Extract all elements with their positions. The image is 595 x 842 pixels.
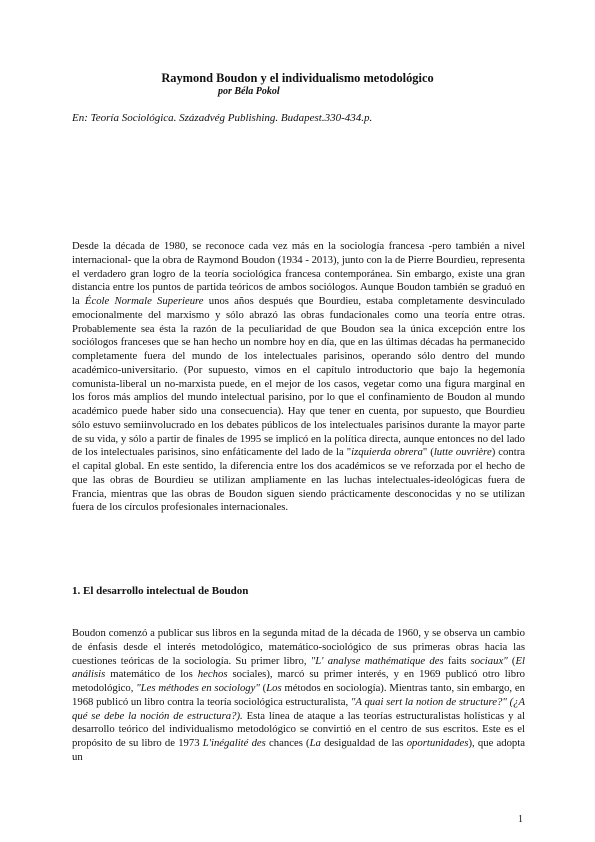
italic-run: "L' analyse mathématique des xyxy=(310,654,444,667)
section-paragraph xyxy=(72,627,525,765)
text-run: chances ( xyxy=(265,737,310,749)
italic-run: La xyxy=(309,737,321,749)
italic-run: lutte ouvrière xyxy=(433,446,492,459)
text-run: Desde la década de 1980, se reconoce cada vez más en la sociología francesa -pero también a nivel internacional- que la obra de Raymond Boudon (1934 - 2013), junto con la de Pierre Bourdieu, representa el verdadero gran logro de la teoría sociológica francesa contemporánea. Sin embargo, existe una gran distancia entre los puntos de partida teóricos de ambos sociólogos. Aunque Boudon también se graduó en la xyxy=(72,240,525,307)
text-run: Esta línea de ataque a las teorías estructuralistas holísticas y al desarrollo teórico del individualismo metodológico se convirtió en el centro de sus escritos. Este es el propósito de su libro de 1973 xyxy=(72,709,525,749)
text-run: ), que adopta un xyxy=(72,737,525,763)
text-run: desigualdad de las xyxy=(320,737,407,749)
text-run: ) contra el capital global. En este sentido, la diferencia entre los dos académicos se ve reforzada por el hecho de que las obras de Bourdieu se utilizan ampliamente en las luchas intelectuales-ideológicas fuera de Francia, mientras que las obras de Boudon siguen siendo prácticamente desconocidas y no se utilizan fuera de los círculos profesionales internacionales. xyxy=(72,446,525,514)
intro-paragraph xyxy=(72,240,525,515)
text-run: " ( xyxy=(422,446,434,459)
document-title: Raymond Boudon y el individualismo metodológico xyxy=(161,71,434,85)
text-run: ( xyxy=(259,682,267,694)
italic-run: Los xyxy=(266,682,282,694)
text-run: unos años después que Bourdieu, estaba completamente desvinculado emocionalmente del marxismo y sólo abrazó las obras fundacionales como una teoría entre otras. Probablemente sea ésta la razón de la peculiaridad de que Boudon sea la única excepción entre los sociólogos franceses que se han hecho un nombre hoy en día, que en las últimas décadas ha permanecido completamente fuera del mundo de los intelectuales parisinos, operando sólo dentro del mundo académico-universitario. (Por supuesto, vimos en el capítulo introductorio que bajo la hegemonía comunista-liberal un no-marxista puede, en el mejor de los casos, vegetar como una figura marginal en los foros más amplios del mundo intelectual parisino, por lo que el confinamiento de Boudon al mundo académico puede haber sido una consecuencia). Hay que tener en cuenta, por supuesto, que Bourdieu sólo estuvo semiinvolucrado en los debates públicos de los intelectuales parisinos durante la mayor parte de su vida, y sólo a partir de finales de 1995 se implicó en la política directa, aunque entonces no del lado de los intelectuales parisinos, sino enfáticamente del lado de la " xyxy=(72,295,526,459)
italic-run: École Normale Superieure xyxy=(84,295,204,307)
italic-run: "Les méthodes en sociology" xyxy=(136,682,260,694)
italic-run: oportunidades xyxy=(406,737,469,749)
author-line: por Béla Pokol xyxy=(218,86,280,97)
text-run: matemático de los xyxy=(105,668,198,681)
italic-run: El análisis xyxy=(72,654,525,681)
italic-run: sociaux" xyxy=(470,654,508,667)
text-run: faits xyxy=(443,654,471,667)
text-run: sociales), marcó su primer interés, y en 1969 publicó otro libro metodológico, xyxy=(72,668,525,694)
section-heading: 1. El desarrollo intelectual de Boudon xyxy=(72,585,249,597)
source-citation: En: Teoría Sociológica. Századvég Publishing. Budapest.330-434.p. xyxy=(72,112,373,124)
text-run: métodos en sociología). Mientras tanto, sin embargo, en 1968 publicó un libro contra la teoría sociológica estructuralista, xyxy=(72,682,525,708)
text-run: ( xyxy=(507,654,516,667)
text-run: Boudon comenzó a publicar sus libros en la segunda mitad de la década de 1960, y se observa un cambio de énfasis desde el interés metodológico, matemático-sociológico de sus primeras obras hacia las cuestiones teóricas de la sociología. Su primer libro, xyxy=(72,627,525,667)
italic-run: L'inégalité des xyxy=(202,737,266,749)
italic-run: izquierda obrera xyxy=(351,446,423,459)
italic-run: hechos xyxy=(197,668,228,681)
page-number: 1 xyxy=(518,814,523,825)
italic-run: "A quai sert la notion de structure?" (¿A qué se debe la noción de estructura?). xyxy=(72,695,526,722)
